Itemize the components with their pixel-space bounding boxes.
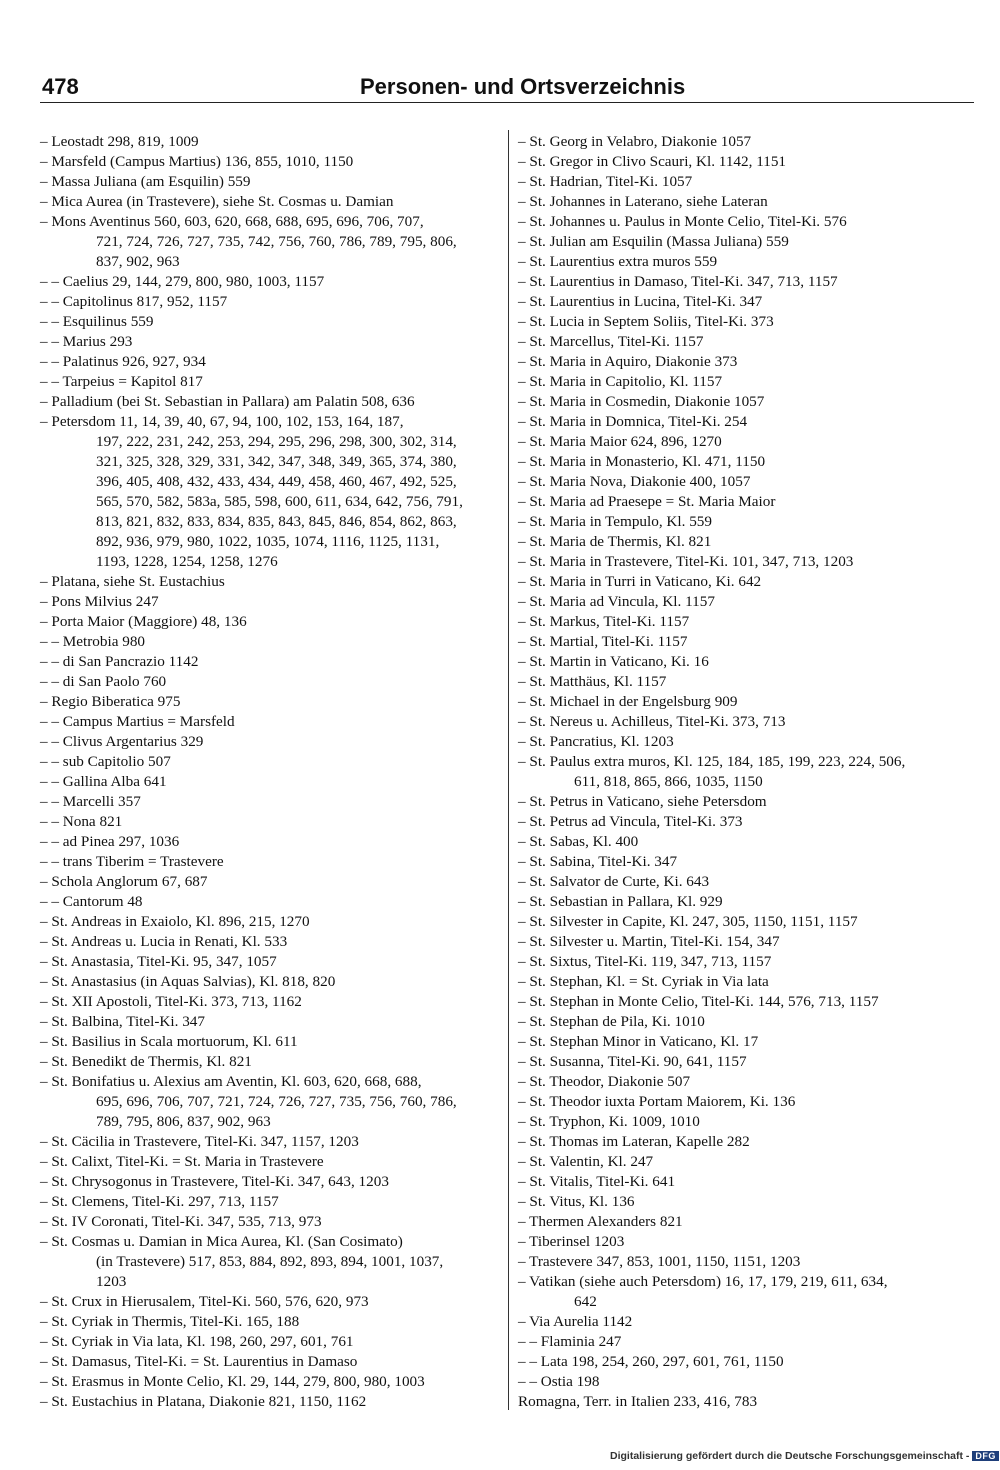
index-entry: – St. Maria in Capitolio, Kl. 1157 — [518, 373, 723, 390]
index-entry-continuation: (in Trastevere) 517, 853, 884, 892, 893, 894, 1001, 1037, — [96, 1253, 444, 1270]
index-entry-continuation: 611, 818, 865, 866, 1035, 1150 — [574, 773, 763, 790]
index-entry: – St. Johannes u. Paulus in Monte Celio, Titel-Ki. 576 — [518, 213, 847, 230]
index-entry: – St. Maria ad Praesepe = St. Maria Maior — [518, 493, 776, 510]
left-index-column — [40, 132, 500, 1412]
index-entry: – Marsfeld (Campus Martius) 136, 855, 1010, 1150 — [40, 153, 354, 170]
index-entry: – St. Sebastian in Pallara, Kl. 929 — [518, 893, 723, 910]
index-entry: – St. Hadrian, Titel-Ki. 1057 — [518, 173, 693, 190]
index-entry-continuation: 321, 325, 328, 329, 331, 342, 347, 348, 349, 365, 374, 380, — [96, 453, 457, 470]
index-entry: – St. Silvester u. Martin, Titel-Ki. 154, 347 — [518, 933, 780, 950]
index-entry: – Mons Aventinus 560, 603, 620, 668, 688, 695, 696, 706, 707, — [40, 213, 424, 230]
index-entry: – Leostadt 298, 819, 1009 — [40, 133, 199, 150]
index-entry: – St. Pancratius, Kl. 1203 — [518, 733, 674, 750]
index-entry: – St. Johannes in Laterano, siehe Lateran — [518, 193, 768, 210]
index-entry: – St. Martial, Titel-Ki. 1157 — [518, 633, 688, 650]
index-entry-continuation: 892, 936, 979, 980, 1022, 1035, 1074, 1116, 1125, 1131, — [96, 533, 440, 550]
index-entry: – Thermen Alexanders 821 — [518, 1213, 683, 1230]
index-entry-continuation: 695, 696, 706, 707, 721, 724, 726, 727, 735, 756, 760, 786, — [96, 1093, 457, 1110]
index-entry: – St. Cäcilia in Trastevere, Titel-Ki. 347, 1157, 1203 — [40, 1133, 359, 1150]
index-entry-continuation: 789, 795, 806, 837, 902, 963 — [96, 1113, 271, 1130]
index-entry: – – Cantorum 48 — [40, 893, 143, 910]
index-entry: – St. Martin in Vaticano, Ki. 16 — [518, 653, 709, 670]
index-entry: – St. Cosmas u. Damian in Mica Aurea, Kl. (San Cosimato) — [40, 1233, 403, 1250]
index-entry: – Platana, siehe St. Eustachius — [40, 573, 225, 590]
index-entry-continuation: 642 — [574, 1293, 597, 1310]
index-entry: – – Capitolinus 817, 952, 1157 — [40, 293, 228, 310]
index-entry: – St. Markus, Titel-Ki. 1157 — [518, 613, 690, 630]
index-entry: – Regio Biberatica 975 — [40, 693, 181, 710]
index-entry: – St. IV Coronati, Titel-Ki. 347, 535, 713, 973 — [40, 1213, 322, 1230]
index-entry: – Trastevere 347, 853, 1001, 1150, 1151, 1203 — [518, 1253, 801, 1270]
index-entry: – Via Aurelia 1142 — [518, 1313, 633, 1330]
index-entry: – St. Vitus, Kl. 136 — [518, 1193, 635, 1210]
index-entry: – St. Laurentius in Damaso, Titel-Ki. 347, 713, 1157 — [518, 273, 838, 290]
index-entry: – St. Sabina, Titel-Ki. 347 — [518, 853, 678, 870]
index-entry: – St. Thomas im Lateran, Kapelle 282 — [518, 1133, 750, 1150]
index-entry: – St. Gregor in Clivo Scauri, Kl. 1142, 1151 — [518, 153, 787, 170]
index-entry: – Schola Anglorum 67, 687 — [40, 873, 208, 890]
index-entry: – Pons Milvius 247 — [40, 593, 159, 610]
index-entry: – St. Theodor, Diakonie 507 — [518, 1073, 691, 1090]
index-entry: – St. Marcellus, Titel-Ki. 1157 — [518, 333, 704, 350]
index-entry: – St. Michael in der Engelsburg 909 — [518, 693, 738, 710]
index-entry: – St. Maria Nova, Diakonie 400, 1057 — [518, 473, 751, 490]
index-entry-continuation: 721, 724, 726, 727, 735, 742, 756, 760, 786, 789, 795, 806, — [96, 233, 457, 250]
footer-text: Digitalisierung gefördert durch die Deutsche Forschungsgemeinschaft - — [610, 1450, 970, 1462]
index-entry: – St. Laurentius in Lucina, Titel-Ki. 347 — [518, 293, 763, 310]
index-entry: – St. Eustachius in Platana, Diakonie 821, 1150, 1162 — [40, 1393, 367, 1410]
index-entry: – St. Erasmus in Monte Celio, Kl. 29, 144, 279, 800, 980, 1003 — [40, 1373, 425, 1390]
index-entry: – St. Basilius in Scala mortuorum, Kl. 611 — [40, 1033, 298, 1050]
dfg-logo: DFG — [972, 1451, 999, 1461]
index-entry: – St. XII Apostoli, Titel-Ki. 373, 713, 1162 — [40, 993, 302, 1010]
index-entry: – St. Chrysogonus in Trastevere, Titel-Ki. 347, 643, 1203 — [40, 1173, 389, 1190]
index-entry: – St. Maria in Domnica, Titel-Ki. 254 — [518, 413, 748, 430]
index-entry: – St. Anastasia, Titel-Ki. 95, 347, 1057 — [40, 953, 277, 970]
index-entry: – St. Petrus ad Vincula, Titel-Ki. 373 — [518, 813, 743, 830]
page-number: 478 — [42, 74, 79, 99]
index-entry: Romagna, Terr. in Italien 233, 416, 783 — [518, 1393, 758, 1410]
index-entry: – – Esquilinus 559 — [40, 313, 154, 330]
index-entry-continuation: 813, 821, 832, 833, 834, 835, 843, 845, 846, 854, 862, 863, — [96, 513, 457, 530]
index-entry: – St. Andreas u. Lucia in Renati, Kl. 533 — [40, 933, 288, 950]
index-entry: – St. Stephan de Pila, Ki. 1010 — [518, 1013, 705, 1030]
index-entry: – St. Maria in Cosmedin, Diakonie 1057 — [518, 393, 765, 410]
index-entry: – St. Maria in Monasterio, Kl. 471, 1150 — [518, 453, 766, 470]
index-entry: – – Ostia 198 — [518, 1373, 600, 1390]
index-entry: – St. Damasus, Titel-Ki. = St. Laurentius in Damaso — [40, 1353, 358, 1370]
index-entry: – St. Vitalis, Titel-Ki. 641 — [518, 1173, 676, 1190]
index-entry: – Porta Maior (Maggiore) 48, 136 — [40, 613, 247, 630]
index-entry: – St. Nereus u. Achilleus, Titel-Ki. 373, 713 — [518, 713, 786, 730]
index-entry: – St. Sixtus, Titel-Ki. 119, 347, 713, 1157 — [518, 953, 772, 970]
index-entry: – St. Maria Maior 624, 896, 1270 — [518, 433, 722, 450]
index-entry: – – Flaminia 247 — [518, 1333, 622, 1350]
index-entry: – – Nona 821 — [40, 813, 123, 830]
index-entry: – St. Balbina, Titel-Ki. 347 — [40, 1013, 205, 1030]
index-entry-continuation: 565, 570, 582, 583a, 585, 598, 600, 611, 634, 642, 756, 791, — [96, 493, 463, 510]
index-entry: – Palladium (bei St. Sebastian in Pallara) am Palatin 508, 636 — [40, 393, 415, 410]
index-entry: – St. Paulus extra muros, Kl. 125, 184, 185, 199, 223, 224, 506, — [518, 753, 906, 770]
index-entry: – St. Bonifatius u. Alexius am Aventin, Kl. 603, 620, 668, 688, — [40, 1073, 422, 1090]
index-entry: – – Tarpeius = Kapitol 817 — [40, 373, 203, 390]
index-entry: – St. Salvator de Curte, Ki. 643 — [518, 873, 710, 890]
running-head: Personen- und Ortsverzeichnis — [360, 74, 686, 99]
column-divider — [508, 130, 509, 1410]
index-entry: – St. Theodor iuxta Portam Maiorem, Ki. 136 — [518, 1093, 796, 1110]
index-entry: – Mica Aurea (in Trastevere), siehe St. Cosmas u. Damian — [40, 193, 394, 210]
index-entry: – Petersdom 11, 14, 39, 40, 67, 94, 100, 102, 153, 164, 187, — [40, 413, 404, 430]
index-entry: – – Campus Martius = Marsfeld — [40, 713, 235, 730]
index-entry: – St. Matthäus, Kl. 1157 — [518, 673, 667, 690]
index-entry: – St. Maria in Trastevere, Titel-Ki. 101, 347, 713, 1203 — [518, 553, 854, 570]
index-entry-continuation: 837, 902, 963 — [96, 253, 180, 270]
index-entry-continuation: 1193, 1228, 1254, 1258, 1276 — [96, 553, 278, 570]
index-entry: – – ad Pinea 297, 1036 — [40, 833, 180, 850]
index-entry: – Tiberinsel 1203 — [518, 1233, 625, 1250]
index-entry: – – trans Tiberim = Trastevere — [40, 853, 224, 870]
index-entry: – St. Cyriak in Via lata, Kl. 198, 260, 297, 601, 761 — [40, 1333, 354, 1350]
index-entry: – St. Silvester in Capite, Kl. 247, 305, 1150, 1151, 1157 — [518, 913, 858, 930]
index-entry: – – sub Capitolio 507 — [40, 753, 171, 770]
index-entry-continuation: 1203 — [96, 1273, 127, 1290]
index-entry: – – Marcelli 357 — [40, 793, 141, 810]
index-entry: – – Lata 198, 254, 260, 297, 601, 761, 1150 — [518, 1353, 784, 1370]
index-entry: – St. Benedikt de Thermis, Kl. 821 — [40, 1053, 252, 1070]
index-entry: – St. Tryphon, Ki. 1009, 1010 — [518, 1113, 700, 1130]
index-entry: – – Caelius 29, 144, 279, 800, 980, 1003, 1157 — [40, 273, 325, 290]
index-entry: – St. Georg in Velabro, Diakonie 1057 — [518, 133, 752, 150]
index-entry-continuation: 197, 222, 231, 242, 253, 294, 295, 296, 298, 300, 302, 314, — [96, 433, 457, 450]
index-entry: – St. Crux in Hierusalem, Titel-Ki. 560, 576, 620, 973 — [40, 1293, 369, 1310]
index-entry: – St. Petrus in Vaticano, siehe Petersdom — [518, 793, 767, 810]
index-entry: – St. Valentin, Kl. 247 — [518, 1153, 654, 1170]
index-entry-continuation: 396, 405, 408, 432, 433, 434, 449, 458, 460, 467, 492, 525, — [96, 473, 457, 490]
index-entry: – – di San Paolo 760 — [40, 673, 167, 690]
index-entry: – St. Anastasius (in Aquas Salvias), Kl. 818, 820 — [40, 973, 336, 990]
header-rule — [40, 102, 974, 103]
index-entry: – St. Sabas, Kl. 400 — [518, 833, 639, 850]
index-entry: – St. Maria in Aquiro, Diakonie 373 — [518, 353, 738, 370]
index-entry: – St. Clemens, Titel-Ki. 297, 713, 1157 — [40, 1193, 279, 1210]
index-entry: – – Marius 293 — [40, 333, 133, 350]
index-entry: – – Gallina Alba 641 — [40, 773, 167, 790]
index-entry: – St. Calixt, Titel-Ki. = St. Maria in Trastevere — [40, 1153, 324, 1170]
index-entry: – St. Maria in Tempulo, Kl. 559 — [518, 513, 712, 530]
index-entry: – Massa Juliana (am Esquilin) 559 — [40, 173, 251, 190]
index-entry: – St. Stephan Minor in Vaticano, Kl. 17 — [518, 1033, 759, 1050]
index-entry: – St. Stephan, Kl. = St. Cyriak in Via lata — [518, 973, 769, 990]
index-entry: – – Palatinus 926, 927, 934 — [40, 353, 206, 370]
index-entry: – Vatikan (siehe auch Petersdom) 16, 17, 179, 219, 611, 634, — [518, 1273, 888, 1290]
index-entry: – St. Andreas in Exaiolo, Kl. 896, 215, 1270 — [40, 913, 310, 930]
index-entry: – – Clivus Argentarius 329 — [40, 733, 204, 750]
index-entry: – St. Maria in Turri in Vaticano, Ki. 642 — [518, 573, 762, 590]
index-entry: – St. Laurentius extra muros 559 — [518, 253, 718, 270]
index-entry: – St. Stephan in Monte Celio, Titel-Ki. 144, 576, 713, 1157 — [518, 993, 879, 1010]
index-entry: – St. Maria ad Vincula, Kl. 1157 — [518, 593, 715, 610]
index-entry: – St. Cyriak in Thermis, Titel-Ki. 165, 188 — [40, 1313, 300, 1330]
footer-credit — [610, 1450, 999, 1462]
index-entry: – St. Maria de Thermis, Kl. 821 — [518, 533, 712, 550]
index-entry: – St. Julian am Esquilin (Massa Juliana) 559 — [518, 233, 789, 250]
index-entry: – – di San Pancrazio 1142 — [40, 653, 199, 670]
index-entry: – St. Susanna, Titel-Ki. 90, 641, 1157 — [518, 1053, 747, 1070]
index-entry: – St. Lucia in Septem Soliis, Titel-Ki. 373 — [518, 313, 774, 330]
right-index-column — [518, 132, 978, 1412]
index-entry: – – Metrobia 980 — [40, 633, 146, 650]
